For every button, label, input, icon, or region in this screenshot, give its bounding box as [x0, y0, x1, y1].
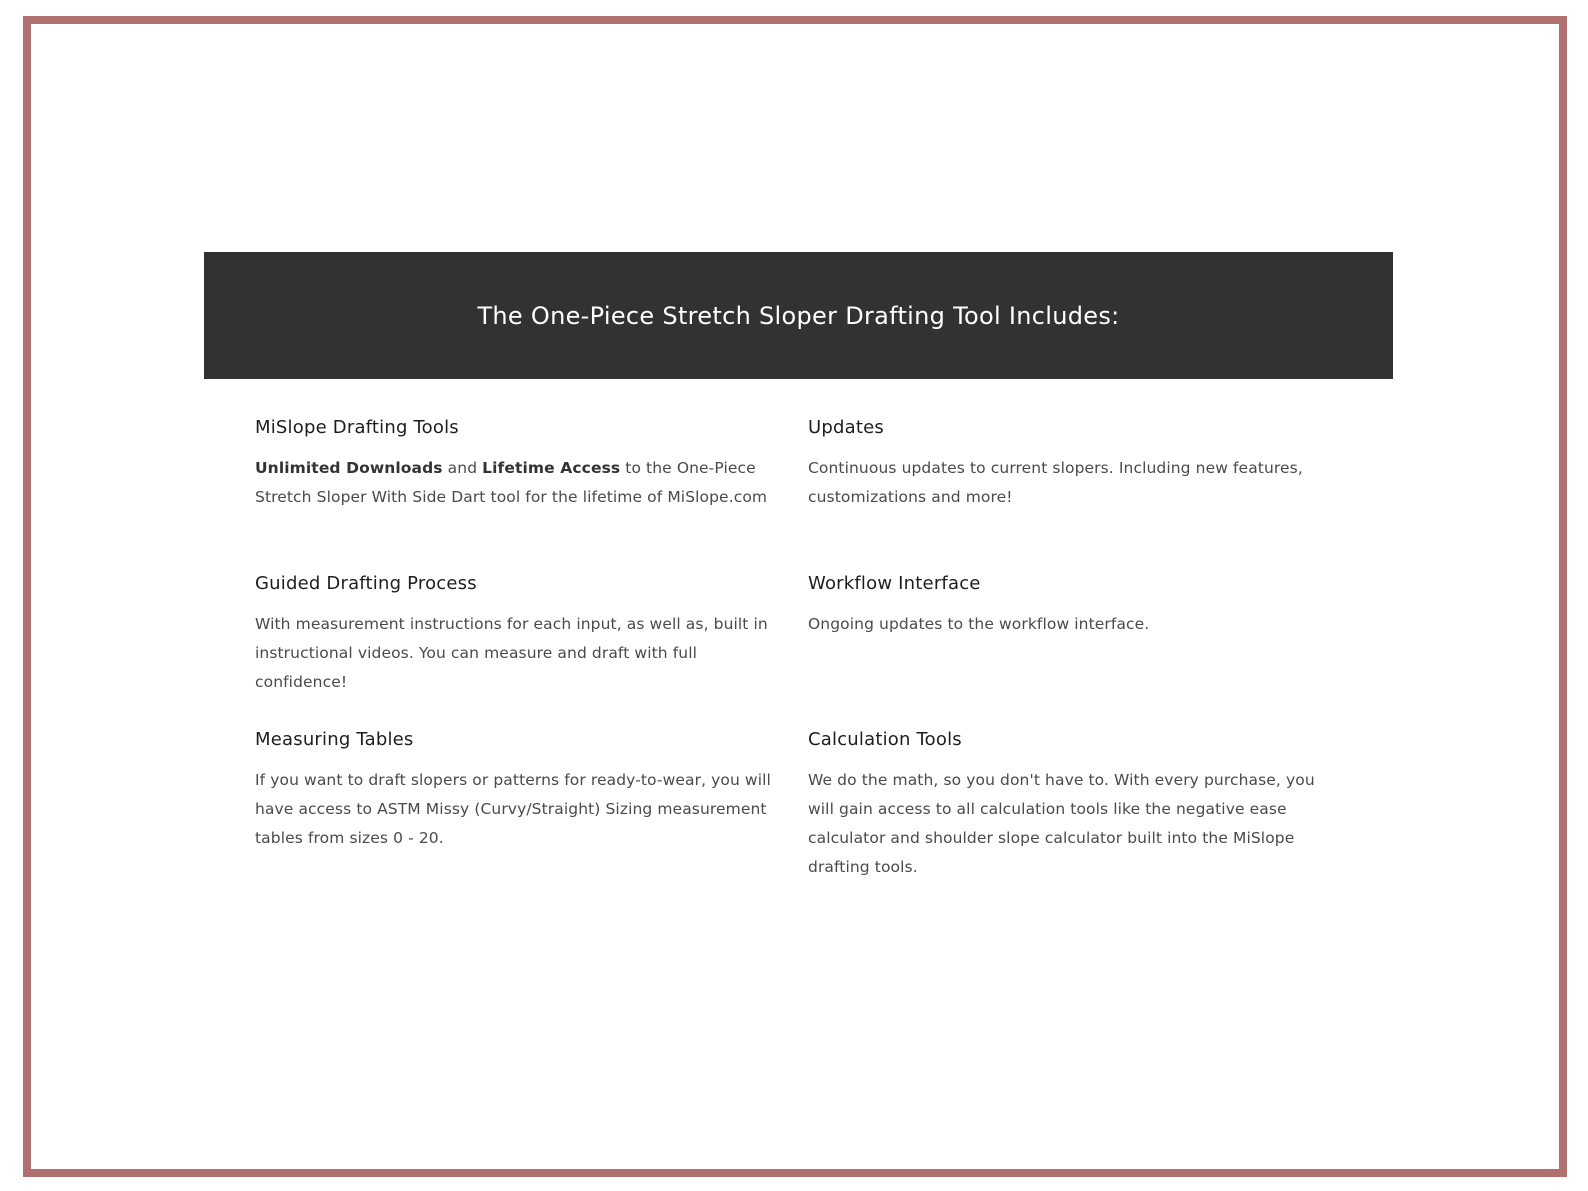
feature-calculation-tools [808, 728, 1328, 882]
feature-description: If you want to draft slopers or patterns for ready-to-wear, you will have access to ASTM Missy (Curvy/Straight) Sizing measurement tables from sizes 0 - 20. [255, 771, 771, 847]
feature-description: Continuous updates to current slopers. Including new features, customizations and more! [808, 459, 1303, 506]
highlight-unlimited-downloads: Unlimited Downloads [255, 459, 443, 477]
feature-title: Workflow Interface [808, 573, 981, 594]
feature-measuring-tables [255, 728, 775, 853]
feature-workflow-interface [808, 572, 1328, 639]
highlight-lifetime-access: Lifetime Access [482, 459, 621, 477]
feature-title: Updates [808, 417, 884, 438]
feature-title: Calculation Tools [808, 729, 962, 750]
section-title: The One-Piece Stretch Sloper Drafting Tool Includes: [477, 301, 1120, 330]
feature-title: Guided Drafting Process [255, 573, 477, 594]
feature-drafting-tools [255, 416, 775, 512]
feature-guided-drafting [255, 572, 775, 697]
feature-title: MiSlope Drafting Tools [255, 417, 459, 438]
feature-description: With measurement instructions for each input, as well as, built in instructional videos. You can measure and draft with full confidence! [255, 615, 768, 691]
feature-updates [808, 416, 1328, 512]
section-banner [204, 252, 1393, 379]
feature-text: to the One-Piece Stretch Sloper With Side Dart tool for the lifetime of MiSlope.com [255, 459, 768, 506]
feature-description: Ongoing updates to the workflow interface. [808, 615, 1150, 633]
feature-description: We do the math, so you don't have to. With every purchase, you will gain access to all calculation tools like the negative ease calculator and shoulder slope calculator built into the MiSlope drafting tools. [808, 771, 1315, 876]
feature-text: and [442, 459, 483, 477]
feature-title: Measuring Tables [255, 729, 414, 750]
feature-description [255, 454, 775, 512]
